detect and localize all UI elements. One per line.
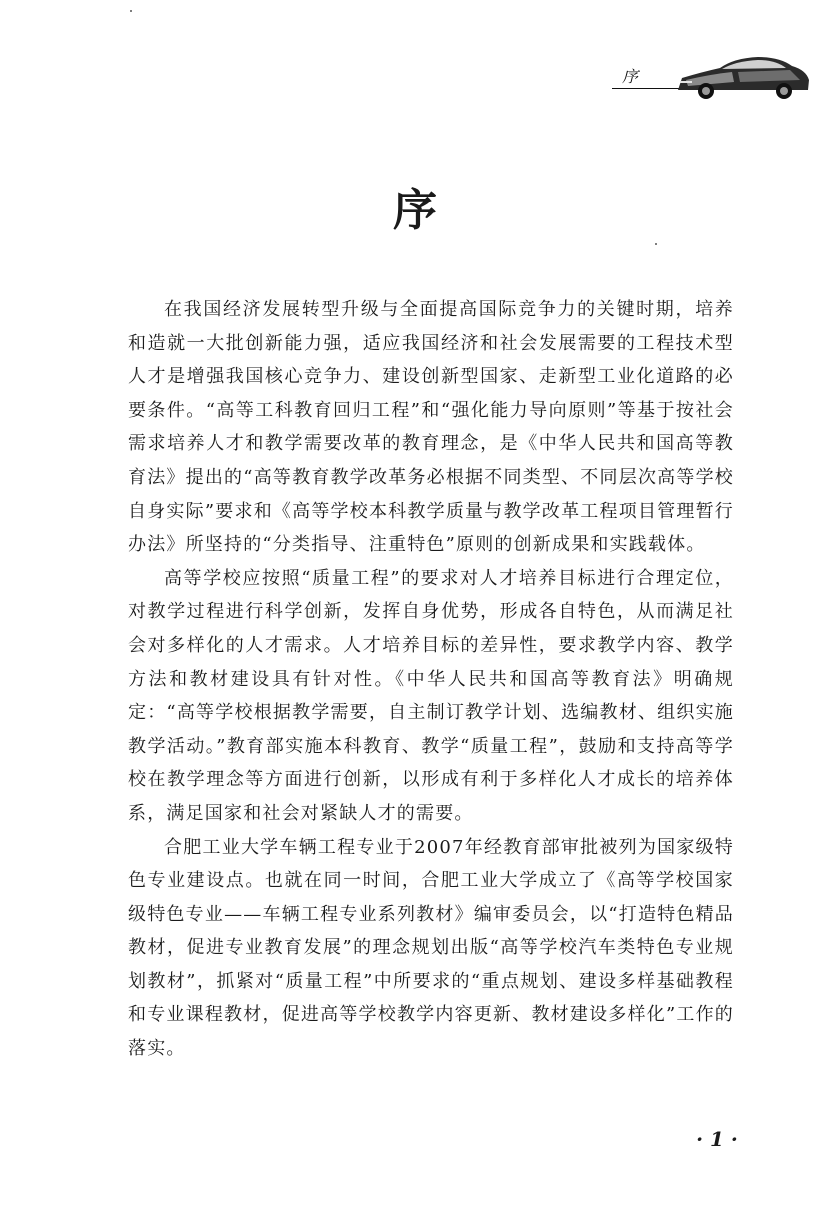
running-header-label: 序	[622, 67, 639, 86]
paragraph: 在我国经济发展转型升级与全面提高国际竞争力的关键时期，培养和造就一大批创新能力强，适应我国经济和社会发展需要的工程技术型人才是增强我国核心竞争力、建设创新型国家、走新型工业化道路的必要条件。“高等工科教育回归工程”和“强化能力导向原则”等基于按社会需求培养人才和教学需要改革的教育理念，是《中华人民共和国高等教育法》提出的“高等教育教学改革务必根据不同类型、不同层次高等学校自身实际”要求和《高等学校本科教学质量与教学改革工程项目管理暂行办法》所坚持的“分类指导、注重特色”原则的创新成果和实践载体。	[128, 299, 734, 556]
scan-speck	[130, 10, 132, 12]
page-title: 序	[393, 185, 439, 236]
running-header	[612, 50, 812, 106]
preface-body	[128, 293, 734, 1066]
scan-speck	[655, 243, 657, 245]
paragraph: 合肥工业大学车辆工程专业于2007年经教育部审批被列为国家级特色专业建设点。也就在同一时间，合肥工业大学成立了《高等学校国家级特色专业——车辆工程专业系列教材》编审委员会，以“打造特色精品教材，促进专业教育发展”的理念规划出版“高等学校汽车类特色专业规划教材”，抓紧对“质量工程”中所要求的“重点规划、建设多样基础教程和专业课程教材，促进高等学校教学内容更新、教材建设多样化”工作的落实。	[128, 836, 734, 1060]
paragraph: 高等学校应按照“质量工程”的要求对人才培养目标进行合理定位，对教学过程进行科学创新，发挥自身优势，形成各自特色，从而满足社会对多样化的人才需求。人才培养目标的差异性，要求教学内容、教学方法和教材建设具有针对性。《中华人民共和国高等教育法》明确规定：“高等学校根据教学需要，自主制订教学计划、选编教材、组织实施教学活动。”教育部实施本科教育、教学“质量工程”，鼓励和支持高等学校在教学理念等方面进行创新，以形成有利于多样化人才成长的培养体系，满足国家和社会对紧缺人才的需要。	[128, 567, 734, 824]
page-number: · 1 ·	[696, 1127, 738, 1151]
car-icon	[672, 52, 812, 102]
